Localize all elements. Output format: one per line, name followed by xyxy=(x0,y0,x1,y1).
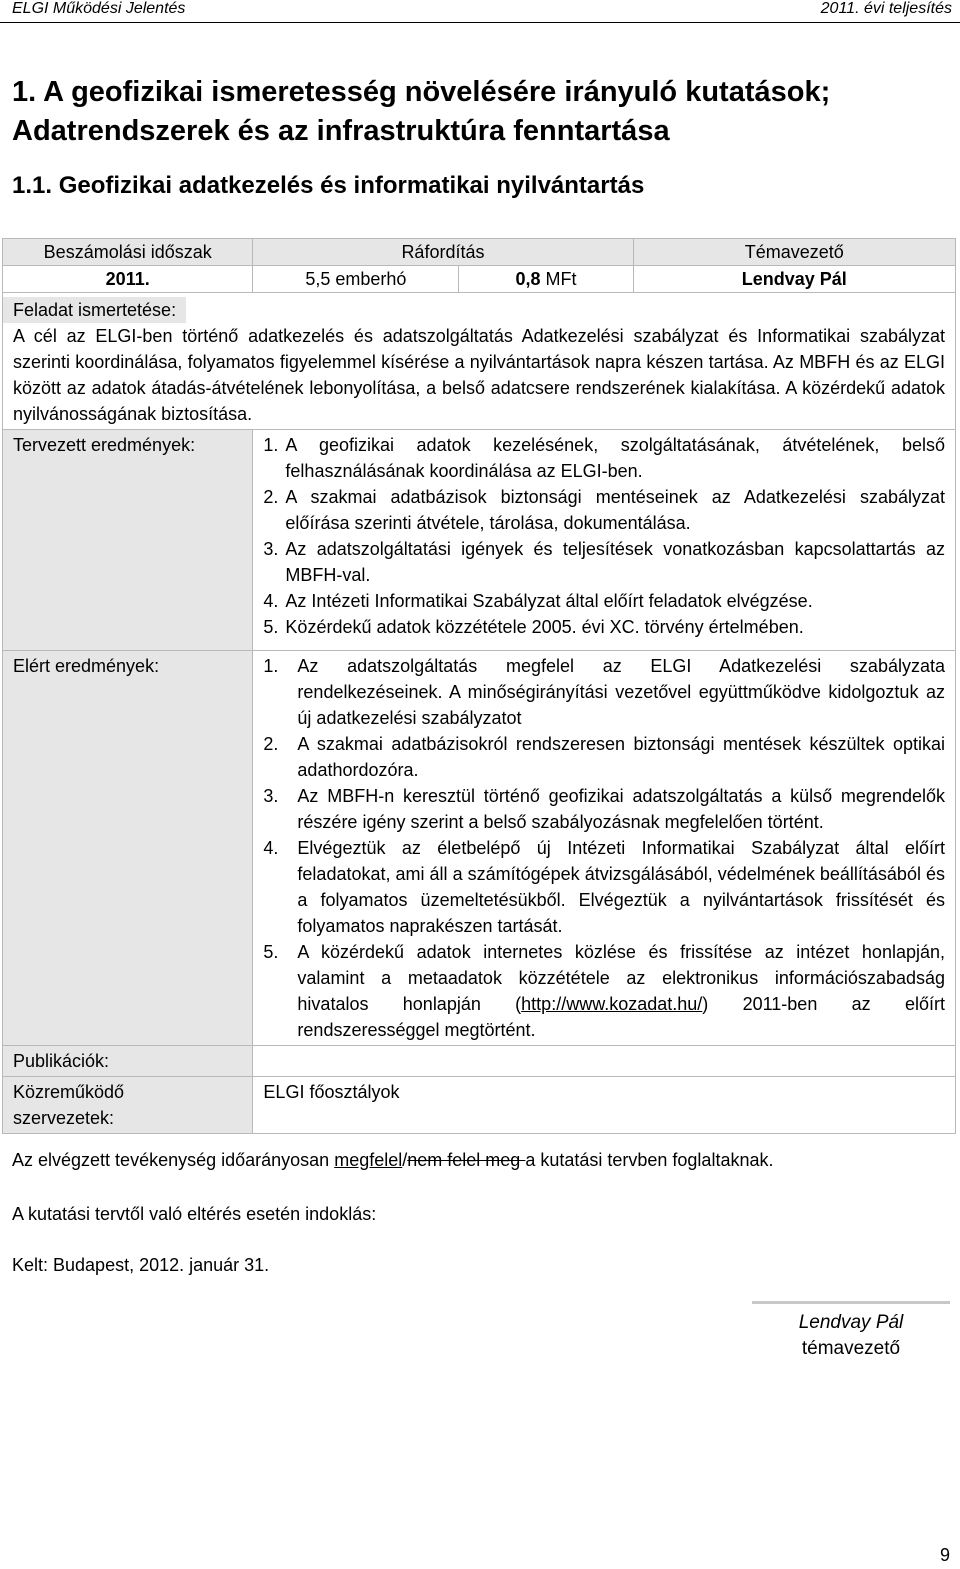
effort-money-value: 0,8 xyxy=(515,269,541,289)
effort-money-unit: MFt xyxy=(545,269,577,289)
publications-value xyxy=(253,1046,956,1077)
achieved-item: 5. A közérdekű adatok internetes közlése és frissítése az intézet honlapján, valamint a metaadatok közzététele az elektronikus információszabadság hivatalos honlapján (http://www.kozadat.hu/) 2011-ben az előírt rendszerességgel megtörtént. xyxy=(263,942,945,1040)
publications-row xyxy=(3,1046,956,1077)
header-report-title: ELGI Működési Jelentés xyxy=(12,0,186,17)
page-number: 9 xyxy=(939,1545,950,1565)
deviation-justification: A kutatási tervtől való eltérés esetén indoklás: xyxy=(12,1204,377,1224)
achieved-item: 2. A szakmai adatbázisokról rendszeresen biztonsági mentések készültek optikai adathordozóra. xyxy=(263,734,945,780)
period-value: 2011. xyxy=(3,266,253,293)
planned-item: 1. A geofizikai adatok kezelésének, szolgáltatásának, átvételének, belső felhasználásának koordinálása az ELGI-ben. xyxy=(263,435,945,481)
publications-label: Publikációk: xyxy=(3,1046,253,1077)
kozadat-link[interactable]: http://www.kozadat.hu/ xyxy=(521,994,703,1014)
dated-place: Kelt: Budapest, 2012. január 31. xyxy=(12,1255,270,1275)
achieved-item: 3. Az MBFH-n keresztül történő geofizikai adatszolgáltatás a külső megrendelők részére igény szerint a belső szabályozásnak megfelelően történt. xyxy=(263,786,945,832)
header-divider xyxy=(0,22,960,23)
planned-list xyxy=(253,430,956,651)
compliance-statement: Az elvégzett tevékenység időarányosan megfelel/nem felel meg a kutatási tervben foglaltaknak. xyxy=(12,1150,774,1170)
planned-item: 2. A szakmai adatbázisok biztonsági mentéseinek az Adatkezelési szabályzat előírása szerinti átvétele, tárolása, dokumentálása. xyxy=(263,487,945,533)
table-header-row xyxy=(3,239,956,266)
header-year: 2011. évi teljesítés xyxy=(820,0,952,17)
effort-money xyxy=(459,266,632,292)
achieved-item: 4. Elvégeztük az életbelépő új Intézeti Informatikai Szabályzat által előírt feladatokat, ami áll a számítógépek átvizsgálásából, védelmének beállításából és a folyamatos üzemeltetésükből. Elvégeztük a nyilvántartások frissítését és folyamatos naprakészen tartását. xyxy=(263,838,945,936)
effort-cell xyxy=(253,266,633,293)
achieved-list xyxy=(253,651,956,1046)
task-text: A cél az ELGI-ben történő adatkezelés és adatszolgáltatás Adatkezelési szabályzat és Informatikai szabályzat szerinti koordinálása, folyamatos figyelemmel kísérése a nyilvántartások napra készen tartása. Az MBFH és az ELGI között az adatok átadás-átvételének lebonyolítása, a belső adatcsere rendszerének kialakítása. A közérdekű adatok nyilvánosságának biztosítása. xyxy=(13,326,945,424)
cooperating-value: ELGI főosztályok xyxy=(253,1077,956,1134)
table-values-row xyxy=(3,266,956,293)
task-cell xyxy=(3,293,956,430)
effort-persons: 5,5 emberhó xyxy=(253,266,459,292)
project-table xyxy=(2,238,956,1134)
planned-item: 4. Az Intézeti Informatikai Szabályzat által előírt feladatok elvégzése. xyxy=(263,591,813,611)
achieved-row xyxy=(3,651,956,1046)
section-heading: 1.1. Geofizikai adatkezelés és informatikai nyilvántartás xyxy=(12,172,645,199)
signature-line xyxy=(752,1301,950,1304)
planned-item: 5. Közérdekű adatok közzététele 2005. évi XC. törvény értelmében. xyxy=(263,617,804,637)
chapter-heading xyxy=(12,73,830,151)
signer-name: Lendvay Pál xyxy=(798,1312,904,1333)
task-row xyxy=(3,293,956,430)
cooperating-row xyxy=(3,1077,956,1134)
achieved-item: 1. Az adatszolgáltatás megfelel az ELGI Adatkezelési szabályzata rendelkezéseinek. A minőségirányítási vezetővel együttműködve kidolgoztuk az új adatkezelési szabályzatot xyxy=(263,656,945,728)
cooperating-label: Közreműködő szervezetek: xyxy=(3,1077,253,1134)
task-label: Feladat ismertetése: xyxy=(3,297,186,323)
achieved-label: Elért eredmények: xyxy=(3,651,253,1046)
planned-row xyxy=(3,430,956,651)
col-header-leader: Témavezető xyxy=(633,239,955,266)
chapter-heading-line2: Adatrendszerek és az infrastruktúra fenntartása xyxy=(12,115,670,147)
leader-value: Lendvay Pál xyxy=(633,266,955,293)
chapter-heading-line1: 1. A geofizikai ismeretesség növelésére irányuló kutatások; xyxy=(12,76,831,108)
col-header-effort: Ráfordítás xyxy=(253,239,633,266)
signer-role: témavezető xyxy=(801,1338,901,1359)
col-header-period: Beszámolási időszak xyxy=(3,239,253,266)
planned-label: Tervezett eredmények: xyxy=(3,430,253,651)
planned-item: 3. Az adatszolgáltatási igények és teljesítések vonatkozásban kapcsolattartás az MBFH-val. xyxy=(263,539,945,585)
